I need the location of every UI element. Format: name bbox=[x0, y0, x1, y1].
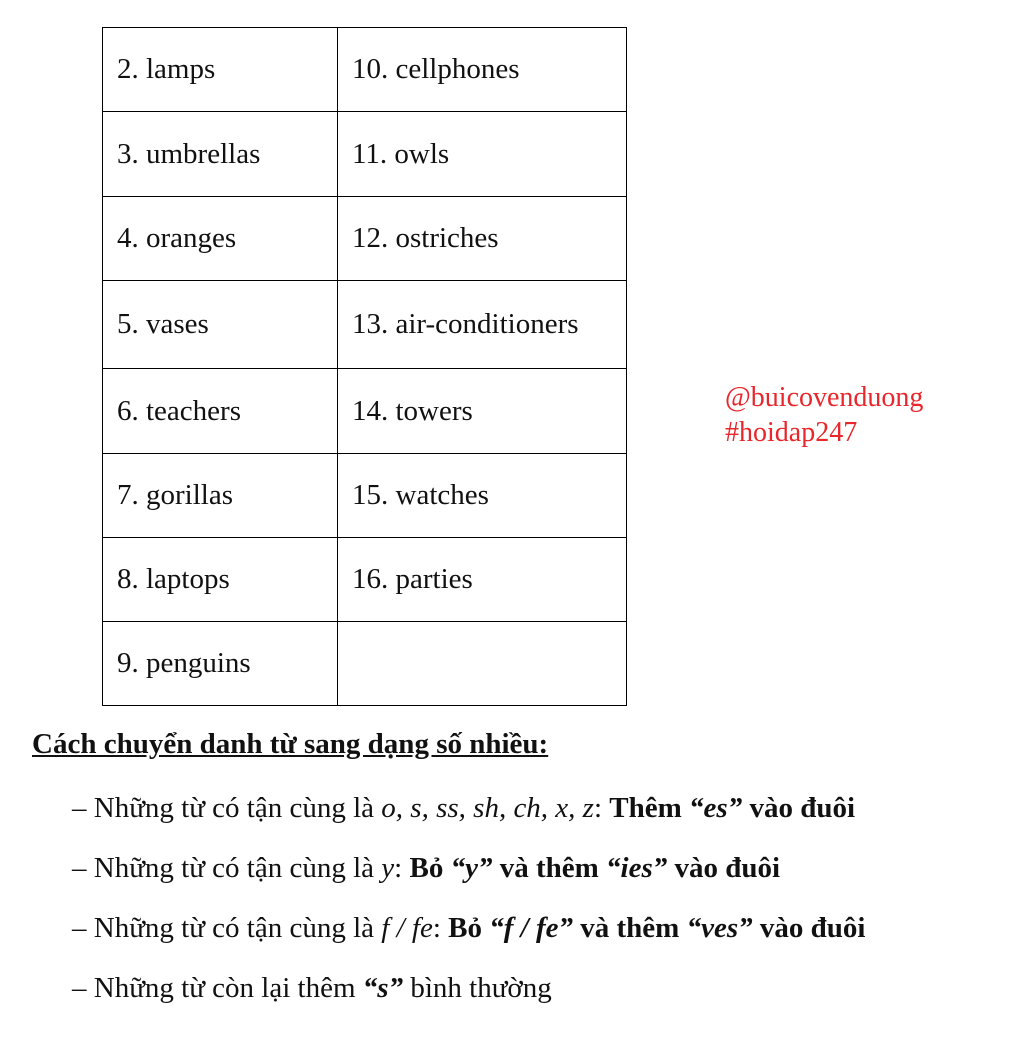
rules-title: Cách chuyển danh từ sang dạng số nhiều: bbox=[32, 728, 549, 760]
table-cell-left: 5. vases bbox=[103, 281, 338, 369]
table-cell-right: 13. air-conditioners bbox=[338, 281, 627, 369]
table-row bbox=[103, 197, 627, 281]
rule-dash: – bbox=[72, 852, 94, 884]
table-cell-right: 16. parties bbox=[338, 538, 627, 622]
rule-prefix: Những từ có tận cùng là bbox=[93, 852, 382, 884]
rule-item-others bbox=[72, 962, 865, 1022]
rule-dash: – bbox=[72, 912, 94, 944]
watermark-username: @buicovenduong bbox=[725, 382, 924, 413]
table-row bbox=[103, 281, 627, 369]
rule-prefix: Những từ có tận cùng là bbox=[93, 792, 382, 824]
table-cell-left: 4. oranges bbox=[103, 197, 338, 281]
rule-action: Bỏ “y” và thêm “ies” vào đuôi bbox=[409, 852, 781, 884]
rule-quoted-suffix: “es” bbox=[689, 792, 743, 824]
rule-item-o-s-ss-sh-ch-x-z bbox=[72, 782, 865, 842]
rule-action: Thêm “es” vào đuôi bbox=[609, 792, 856, 824]
rule-endings: y bbox=[381, 852, 395, 884]
rule-separator: : bbox=[593, 792, 610, 824]
watermark bbox=[725, 380, 923, 450]
rule-quoted-removed: “y” bbox=[450, 852, 493, 884]
rule-quoted-suffix: “ves” bbox=[686, 912, 753, 944]
table-row bbox=[103, 112, 627, 197]
rule-quoted-suffix: “s” bbox=[362, 972, 404, 1004]
table-cell-right: 10. cellphones bbox=[338, 28, 627, 112]
table-row bbox=[103, 622, 627, 706]
table-cell-right bbox=[338, 622, 627, 706]
table-cell-right: 11. owls bbox=[338, 112, 627, 197]
rule-item-f-fe bbox=[72, 902, 865, 962]
table-cell-right: 12. ostriches bbox=[338, 197, 627, 281]
table-cell-left: 7. gorillas bbox=[103, 454, 338, 538]
rule-separator: : bbox=[394, 852, 410, 884]
rule-endings: o, s, ss, sh, ch, x, z bbox=[381, 792, 594, 824]
rule-suffix: bình thường bbox=[403, 972, 552, 1004]
rule-prefix: Những từ có tận cùng là bbox=[93, 912, 382, 944]
watermark-hashtag: #hoidap247 bbox=[725, 417, 858, 448]
rule-dash: – bbox=[72, 792, 94, 824]
table-cell-left: 6. teachers bbox=[103, 369, 338, 454]
table-row bbox=[103, 454, 627, 538]
rules-list bbox=[72, 782, 865, 1022]
rule-item-y bbox=[72, 842, 865, 902]
table-row bbox=[103, 28, 627, 112]
table-row bbox=[103, 538, 627, 622]
table-cell-left: 8. laptops bbox=[103, 538, 338, 622]
table-cell-right: 15. watches bbox=[338, 454, 627, 538]
answers-table bbox=[102, 27, 627, 706]
table-cell-left: 2. lamps bbox=[103, 28, 338, 112]
rule-endings: f / fe bbox=[381, 912, 433, 944]
rule-separator: : bbox=[432, 912, 449, 944]
rule-action: Bỏ “f / fe” và thêm “ves” vào đuôi bbox=[448, 912, 866, 944]
rule-quoted-suffix: “ies” bbox=[606, 852, 668, 884]
table-cell-left: 9. penguins bbox=[103, 622, 338, 706]
table-row bbox=[103, 369, 627, 454]
answers-table-body bbox=[103, 28, 627, 706]
table-cell-right: 14. towers bbox=[338, 369, 627, 454]
rule-dash: – bbox=[72, 972, 94, 1004]
rule-quoted-removed: “f / fe” bbox=[489, 912, 573, 944]
table-cell-left: 3. umbrellas bbox=[103, 112, 338, 197]
rule-prefix: Những từ còn lại thêm bbox=[93, 972, 363, 1004]
